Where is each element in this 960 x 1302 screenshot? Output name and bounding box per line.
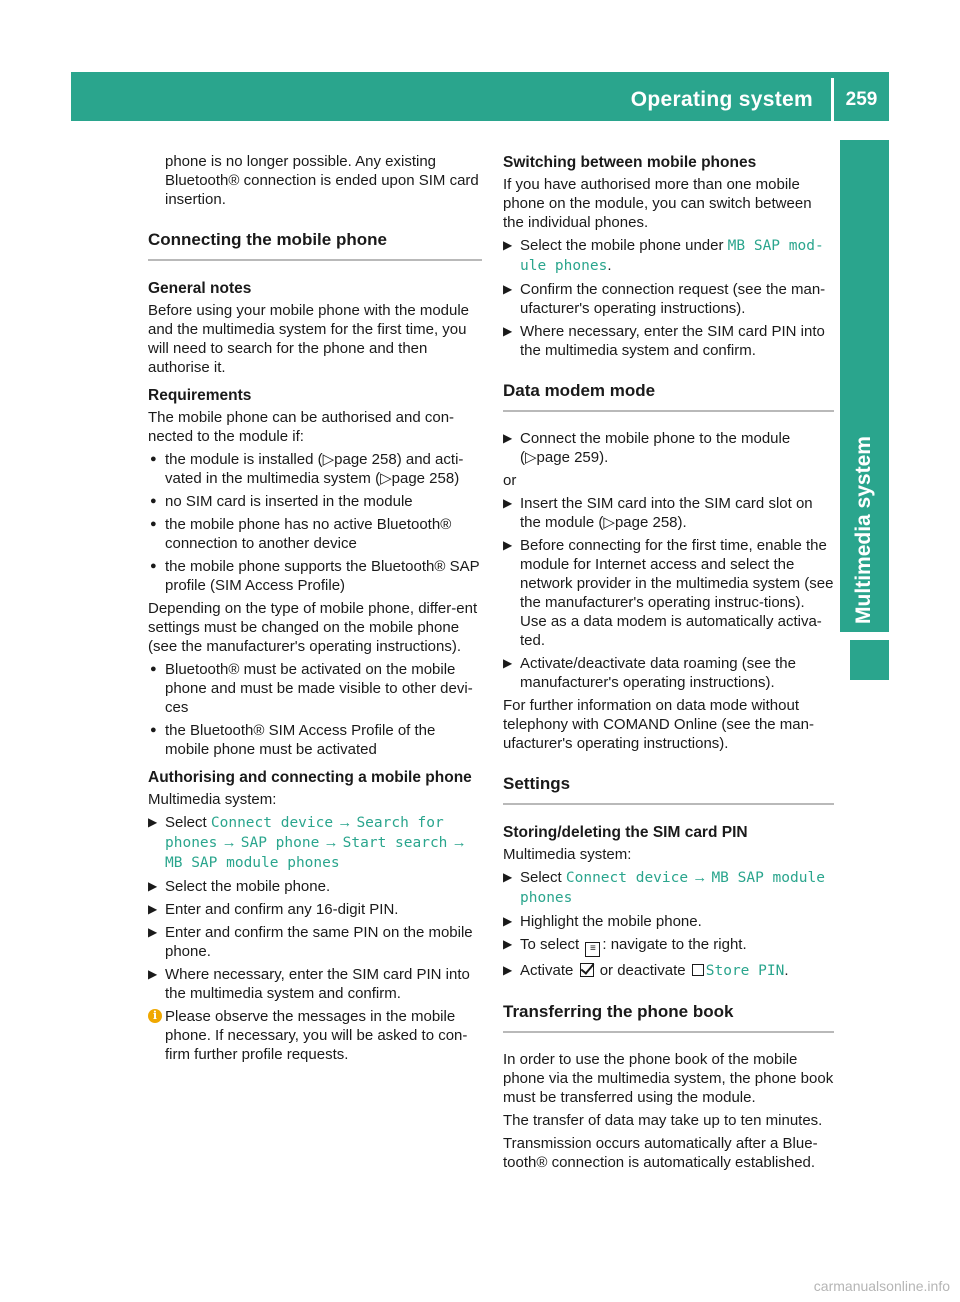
step-arrow-icon: ▶ [503,656,513,670]
list-item: ● the mobile phone has no active Bluetooth® connection to another device [150,516,452,552]
requirements-text: The mobile phone can be authorised and con-nected to the module if: [148,409,455,445]
step-arrow-icon: ▶ [503,538,513,552]
general-notes-text: Before using your mobile phone with the module and the multimedia system for the first time, you will need to search for the phone and then authorise it. [148,302,470,376]
transfer-text-3: Transmission occurs automatically after a Blue-tooth® connection is automatically established. [503,1135,818,1171]
bullet-icon: ● [150,495,157,507]
menu-arrow-icon: → [451,834,467,851]
step-item: ▶ Highlight the mobile phone. [503,913,702,930]
heading-settings: Settings [503,773,834,805]
menu-search-for-phones[interactable]: Search for phones [165,815,444,851]
step-arrow-icon: ▶ [148,879,158,893]
step-arrow-icon: ▶ [503,496,513,510]
step-item: ▶ Confirm the connection request (see the man-ufacturer's operating instructions). [503,281,826,317]
heading-requirements: Requirements [148,387,252,404]
bullet-icon: ● [150,663,157,675]
step-arrow-icon: ▶ [503,963,513,977]
or-text: or [503,472,517,489]
page-ref-arrow-icon: ▷ [525,449,537,466]
step-item: ▶ Select Connect device → MB SAP module phones [503,869,825,906]
step-item: ▶ Where necessary, enter the SIM card PIN into the multimedia system and confirm. [503,323,825,359]
watermark: carmanualsonline.info [813,1278,950,1294]
list-item: ● the module is installed (▷page 258) and acti-vated in the multimedia system (▷page 258) [150,451,464,487]
menu-arrow-icon: → [221,834,237,851]
heading-switching: Switching between mobile phones [503,154,757,171]
menu-arrow-icon: → [337,814,353,831]
step-item: ▶ Activate or deactivate Store PIN. [503,962,789,979]
menu-mb-sap-module-phones[interactable]: MB SAP mod-ule phones [520,238,824,274]
depending-text: Depending on the type of mobile phone, differ-ent settings must be changed on the mobile phone (see the manufacturer's operating instructions). [148,600,478,655]
side-tab-label: Multimedia system [852,436,875,624]
menu-store-pin[interactable]: Store PIN [705,963,785,979]
step-item: ▶ Select the mobile phone under MB SAP mod-ule phones. [503,237,824,274]
bullet-icon: ● [150,518,157,530]
menu-connect-device[interactable]: Connect device [565,870,689,886]
menu-start-search[interactable]: Start search [342,835,448,851]
list-item: ● the Bluetooth® SIM Access Profile of the mobile phone must be activated [150,722,436,758]
step-item: ▶ To select ≡ : navigate to the right. [503,935,834,957]
header-title: Operating system [630,88,813,111]
step-arrow-icon: ▶ [148,925,158,939]
step-arrow-icon: ▶ [503,282,513,296]
info-note: i Please observe the messages in the mobile phone. If necessary, you will be asked to con-firm further profile requests. [148,1007,482,1064]
menu-connect-device[interactable]: Connect device [210,815,334,831]
heading-data-modem: Data modem mode [503,380,834,412]
step-arrow-icon: ▶ [148,815,158,829]
header-bar [71,72,889,121]
step-item: ▶ Before connecting for the first time, enable the module for Internet access and select the network provider in the multimedia system (see the manufacturer's operating instruc-tions). Use as a data modem is automatically activa-ted. [503,537,834,649]
page-ref-arrow-icon: ▷ [380,470,392,487]
step-arrow-icon: ▶ [503,914,513,928]
step-item: ▶ Insert the SIM card into the SIM card slot on the module (▷page 258). [503,495,813,531]
step-arrow-icon: ▶ [148,967,158,981]
multimedia-label: Multimedia system: [503,846,632,863]
step-arrow-icon: ▶ [503,238,513,252]
step-item: ▶ Select Connect device → Search for phones → SAP phone → Start search → MB SAP module phones [148,814,467,871]
left-column [148,152,482,1068]
step-arrow-icon: ▶ [503,937,513,951]
step-arrow-icon: ▶ [148,902,158,916]
options-menu-icon: ≡ [585,942,600,957]
page-number: 259 [845,89,878,110]
list-item: ● Bluetooth® must be activated on the mobile phone and must be made visible to other devi-ces [150,661,473,716]
bullet-icon: ● [150,724,157,736]
page-ref-arrow-icon: ▷ [322,451,335,468]
multimedia-label: Multimedia system: [148,791,277,808]
further-info-text: For further information on data mode without telephony with COMAND Online (see the man-ufacturer's operating instructions). [503,697,814,752]
list-item: ● no SIM card is inserted in the module [150,493,413,510]
transfer-text-1: In order to use the phone book of the mobile phone via the multimedia system, the phone book must be transferred using the module. [503,1051,834,1106]
heading-general-notes: General notes [148,280,252,297]
checkbox-unchecked-icon [692,964,704,976]
bullet-icon: ● [150,560,157,572]
heading-authorising: Authorising and connecting a mobile phone [148,769,472,786]
step-item: ▶ Select the mobile phone. [148,878,331,895]
step-item: ▶ Enter and confirm the same PIN on the mobile phone. [148,924,473,960]
menu-mb-sap-module-phones[interactable]: MB SAP module phones [165,855,340,871]
heading-storing-pin: Storing/deleting the SIM card PIN [503,824,748,841]
menu-arrow-icon: → [323,834,339,851]
step-item: ▶ Where necessary, enter the SIM card PIN into the multimedia system and confirm. [148,966,470,1002]
step-item: ▶ Activate/deactivate data roaming (see the manufacturer's operating instructions). [503,655,796,691]
list-item: ● the mobile phone supports the Bluetooth® SAP profile (SIM Access Profile) [150,558,480,594]
step-arrow-icon: ▶ [503,324,513,338]
step-arrow-icon: ▶ [503,870,513,884]
step-arrow-icon: ▶ [503,431,513,445]
page-ref-arrow-icon: ▷ [603,514,615,531]
info-icon: i [148,1009,162,1023]
heading-transferring: Transferring the phone book [503,1001,834,1033]
menu-mb-sap-module-phones[interactable]: MB SAP module phones [520,870,825,906]
heading-connecting: Connecting the mobile phone [148,229,482,261]
step-item: ▶ Enter and confirm any 16-digit PIN. [148,901,399,918]
side-tab-marker [850,640,889,680]
switching-text: If you have authorised more than one mobile phone on the module, you can switch between the individual phones. [503,176,812,231]
bullet-icon: ● [150,453,157,465]
step-item: ▶ Connect the mobile phone to the module (▷page 259). [503,430,791,466]
right-column [503,152,834,1176]
menu-sap-phone[interactable]: SAP phone [240,835,320,851]
transfer-text-2: The transfer of data may take up to ten minutes. [503,1112,823,1129]
intro-text: phone is no longer possible. Any existing Bluetooth® connection is ended upon SIM card insertion. [165,153,479,208]
checkbox-checked-icon [580,963,594,977]
menu-arrow-icon: → [692,869,708,886]
